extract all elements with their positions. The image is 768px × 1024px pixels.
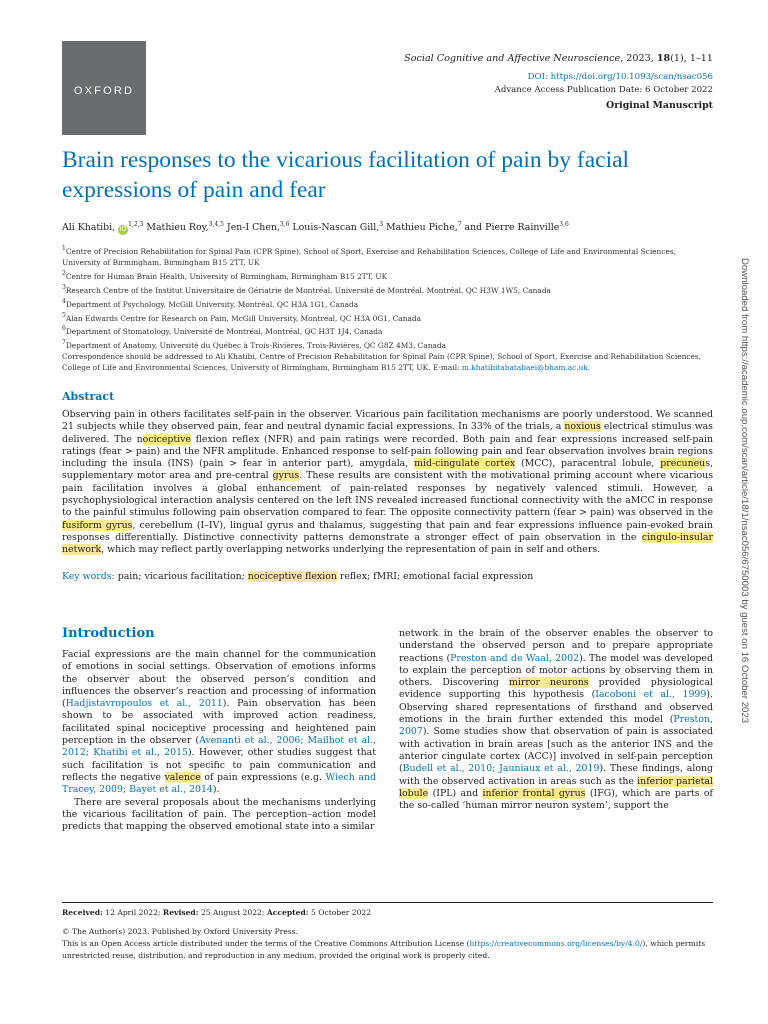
- affiliation-number: 2: [62, 269, 66, 277]
- correspondence-text: Correspondence should be addressed to Ali Khatibi, Centre of Precision Rehabilitation for Spinal Pain (CPR Spine), School of Sport, Exercise and Rehabilitation Sciences, College of Life and Environmental Sciences, University of Birmingham, Birmingham B15 2TT, UK. E-mail:: [62, 352, 702, 373]
- text-run: provided physiological evidence supporting this hypothesis (: [399, 677, 713, 701]
- oxford-logo: [62, 41, 146, 135]
- affiliation-text: Department of Anatomy, Université du Québec à Trois-Rivières, Trois-Rivières, QC G8Z 4M3, Canada: [65, 341, 447, 351]
- correspondence: [62, 352, 717, 374]
- download-watermark: Downloaded from https://academic.oup.com/scan/article/18/1/nsac056/6750003 by guest on 16 October 2023: [739, 258, 750, 724]
- highlighted-term: inferior parietal lobule: [399, 775, 713, 799]
- affiliations: [62, 244, 717, 374]
- text-run: Facial expressions are the main channel for the communication of emotions in social settings. Observation of emotions informs the observer about the observed person’s condition and influences the observer’s reaction and processing of information (: [62, 649, 376, 710]
- text-run: (MCC), paracentral lobule,: [515, 458, 661, 470]
- author-affiliation-marker: 3: [379, 221, 384, 228]
- affiliation-item: [62, 297, 717, 311]
- author-list: [62, 221, 712, 235]
- text-run: Observing pain in others facilitates self-pain in the observer. Vicarious pain facilitation mechanisms are poorly understood. We scanned 21 subjects while they observed pain, fear and neutral dynamic facial expressions. In 33% of the trials, a: [62, 409, 713, 433]
- highlighted-term: fusiform gyrus: [62, 519, 133, 531]
- affiliation-item: [62, 244, 717, 269]
- orcid-icon[interactable]: iD: [119, 226, 127, 233]
- text-run: (IFG), which are parts of the so-called ‘human mirror neuron system’, support the: [399, 787, 713, 812]
- author-name: Jen-I Chen,: [223, 222, 280, 233]
- citation-link[interactable]: Avenanti et al., 2006; Mailhot et al., 2012; Khatibi et al., 2015: [62, 735, 376, 759]
- citation-link[interactable]: Wiech and Tracey, 2009; Bayet et al., 2014: [62, 771, 376, 796]
- highlighted-term: ociceptive: [142, 433, 191, 445]
- received-label: Received:: [62, 908, 103, 917]
- journal-volume: 18: [656, 53, 671, 64]
- text-run: ). The model was developed to explain the perception of motor actions by observing them in others. Discovering: [399, 652, 713, 689]
- intro-column-right: [399, 628, 713, 812]
- article-type: Original Manuscript: [606, 100, 713, 111]
- license-statement: [62, 938, 722, 962]
- paragraph: [62, 649, 376, 797]
- affiliation-item: [62, 338, 717, 352]
- text-run: of pain expressions (e.g.: [200, 771, 326, 783]
- affiliation-item: [62, 283, 717, 297]
- affiliation-number: 6: [62, 325, 66, 333]
- author-affiliation-marker: 3,4,5: [208, 221, 224, 228]
- highlighted-term: mid-cingulate cortex: [414, 458, 516, 470]
- received-date: 12 April 2022;: [102, 908, 163, 917]
- text-run: ). Pain observation has been shown to be associated with improved action readiness, facilitated spinal nociceptive processing and heightened pain perception in the observer (: [62, 698, 377, 747]
- highlighted-term: mirror neurons: [508, 677, 589, 689]
- paragraph: [62, 797, 376, 834]
- logo-text: OXFORD: [73, 85, 135, 97]
- email-link[interactable]: m.khatibitabatabaei@bham.ac.uk.: [461, 363, 591, 373]
- highlighted-term: gyrus: [272, 470, 300, 482]
- revised-label: Revised:: [162, 908, 199, 917]
- text-run: s, supplementary motor area and pre-central: [62, 458, 713, 482]
- journal-name: Social Cognitive and Affective Neuroscience: [404, 53, 621, 64]
- text-run: There are several proposals about the mechanisms underlying the vicarious facilitation of pain. The perception–action model predicts that mapping the observed emotional state into a similar: [62, 796, 376, 833]
- affiliation-number: 5: [62, 311, 66, 319]
- text-run: ). Some studies show that observation of pain is associated with activation in brain areas [such as the anterior INS and the anterior cingulate cortex (ACC)] involved in self-pain perception (: [399, 726, 713, 775]
- author-name: Mathieu Roy,: [143, 222, 209, 233]
- journal-citation: [404, 53, 713, 64]
- introduction-heading: Introduction: [62, 626, 155, 641]
- citation-link[interactable]: Preston, 2007: [399, 714, 713, 738]
- highlighted-term: cingulo-insular network: [62, 531, 713, 556]
- revised-date: 25 August 2022;: [198, 908, 267, 917]
- text-run: . These results are consistent with the motivational priming account where vicarious pain facilitation involves a global enhancement of pain-related responses by negatively valenced stimuli. However, a psychophysiological interaction analysis centered on the left INS revealed increased functional connectivity with the aMCC in response to the painful stimulus following pain observation compared to fear. The opposite connectivity pattern (fear > pain) was observed in the: [62, 470, 714, 519]
- author-affiliation-marker: 7: [457, 221, 462, 228]
- affiliation-item: [62, 269, 717, 283]
- text-run: , which may reflect partly overlapping networks underlying the representation of pain in self and others.: [101, 544, 601, 556]
- journal-year: , 2023,: [620, 53, 657, 64]
- citation-link[interactable]: Preston and de Waal, 2002: [450, 652, 580, 664]
- keywords-label: Key words:: [62, 571, 118, 582]
- history-dates: [62, 908, 371, 917]
- text-run: ). These findings, along with the observed activation in areas such as the: [399, 763, 713, 787]
- text-run: ).: [212, 784, 220, 796]
- affiliation-number: 7: [62, 339, 66, 347]
- highlighted-term: noxious: [564, 421, 601, 433]
- affiliation-number: 4: [62, 297, 66, 305]
- license-link[interactable]: https://creativecommons.org/licenses/by/4.0/: [469, 938, 643, 948]
- citation-link[interactable]: Iacoboni et al., 1999: [595, 689, 707, 701]
- abstract-body: [62, 409, 713, 557]
- license-text-pre: This is an Open Access article distributed under the terms of the Creative Commons Attribution License (: [62, 938, 470, 948]
- highlighted-term: valence: [164, 771, 201, 783]
- footer-divider: [62, 902, 713, 903]
- accepted-label: Accepted:: [266, 908, 309, 917]
- copyright-notice: [62, 926, 722, 961]
- accepted-date: 5 October 2022: [308, 908, 372, 917]
- doi-link[interactable]: DOI: https://doi.org/10.1093/scan/nsac056: [527, 72, 713, 82]
- highlighted-term: precuneu: [660, 458, 706, 470]
- affiliation-text: Department of Psychology, McGill University, Montréal, QC H3A 1G1, Canada: [65, 299, 359, 309]
- text-run: reflex; fMRI; emotional facial expression: [336, 571, 534, 582]
- author-name: and Pierre Rainville: [461, 222, 560, 233]
- paragraph: [399, 628, 713, 812]
- author-name: Mathieu Piche,: [383, 222, 458, 233]
- author-name: Louis-Nascan Gill,: [289, 222, 380, 233]
- affiliation-text: Centre for Human Brain Health, University of Birmingham, Birmingham B15 2TT, UK: [65, 271, 388, 281]
- text-run: ). Observing shared representations of firsthand and observed emotions in the brain further extended this model (: [399, 689, 713, 726]
- affiliation-text: Department of Stomatology, Université de Montréal, Montréal, QC H3T 1J4, Canada: [65, 327, 383, 337]
- keywords-list: [118, 571, 534, 582]
- text-run: network in the brain of the observer enables the observer to understand the observed person and to prepare appropriate reactions (: [399, 628, 713, 664]
- advance-access-date: Advance Access Publication Date: 6 October 2022: [494, 85, 713, 95]
- text-run: flexion reflex (NFR) and pain ratings were recorded. Both pain and fear expressions increased self-pain ratings (fear > pain) and the NFR amplitude. Enhanced response to self-pain following pain and fear observation involves brain regions including the insula (INS) (pain > fear in anterior part), amygdala,: [62, 433, 713, 470]
- journal-issue-pages: (1), 1–11: [670, 53, 713, 64]
- affiliation-text: Research Centre of the Institut Universitaire de Gériatrie de Montréal, Université de Montréal, Montréal, QC H3W 1W5, Canada: [65, 285, 551, 295]
- affiliation-number: 3: [62, 283, 66, 291]
- text-run: (IPL) and: [428, 787, 483, 799]
- citation-link[interactable]: Budell et al., 2010; Jauniaux et al., 2019: [402, 763, 600, 775]
- affiliation-text: Alan Edwards Centre for Research on Pain, McGill University, Montreal, QC H3A 0G1, Canada: [65, 313, 422, 323]
- text-run: electrical stimulus was delivered. The n: [62, 421, 713, 445]
- citation-link[interactable]: Hadjistavropoulos et al., 2011: [65, 698, 223, 710]
- affiliation-number: 1: [62, 245, 66, 252]
- text-run: pain; vicarious facilitation;: [117, 571, 248, 582]
- author-affiliation-marker: 3,6: [559, 221, 569, 228]
- highlighted-term: nociceptive flexion: [247, 571, 337, 582]
- affiliation-item: [62, 324, 717, 338]
- affiliation-item: [62, 311, 717, 325]
- author-affiliation-marker: 1,2,3: [128, 221, 144, 228]
- author-affiliation-marker: 3,6: [279, 221, 290, 228]
- keywords: [62, 571, 713, 583]
- text-run: ). However, other studies suggest that such facilitation is not specific to pain communication and reflects the negative: [62, 747, 376, 783]
- article-title: Brain responses to the vicarious facilitation of pain by facial expressions of pain and fear: [62, 147, 630, 203]
- affiliation-text: Centre of Precision Rehabilitation for Spinal Pain (CPR Spine), School of Sport, Exercise and Rehabilitation Sciences, College of Life and Environmental Sciences, University of Birmingham, Birmingham B15 2TT, UK: [62, 247, 676, 267]
- highlighted-term: inferior frontal gyrus: [482, 787, 586, 799]
- license-text-post: ), which permits unrestricted reuse, distribution, and reproduction in any medium, provided the original work is properly cited.: [62, 938, 706, 960]
- author-name: Ali Khatibi,: [62, 222, 116, 233]
- abstract-heading: Abstract: [62, 390, 115, 403]
- copyright-line: © The Author(s) 2023. Published by Oxford University Press.: [62, 927, 299, 936]
- text-run: , cerebellum (I–IV), lingual gyrus and thalamus, suggesting that pain and fear expressions influence pain-evoked brain responses differentially. Distinctive connectivity patterns demonstrate a stronger effect of pain observation in the: [62, 519, 713, 543]
- intro-column-left: [62, 649, 376, 833]
